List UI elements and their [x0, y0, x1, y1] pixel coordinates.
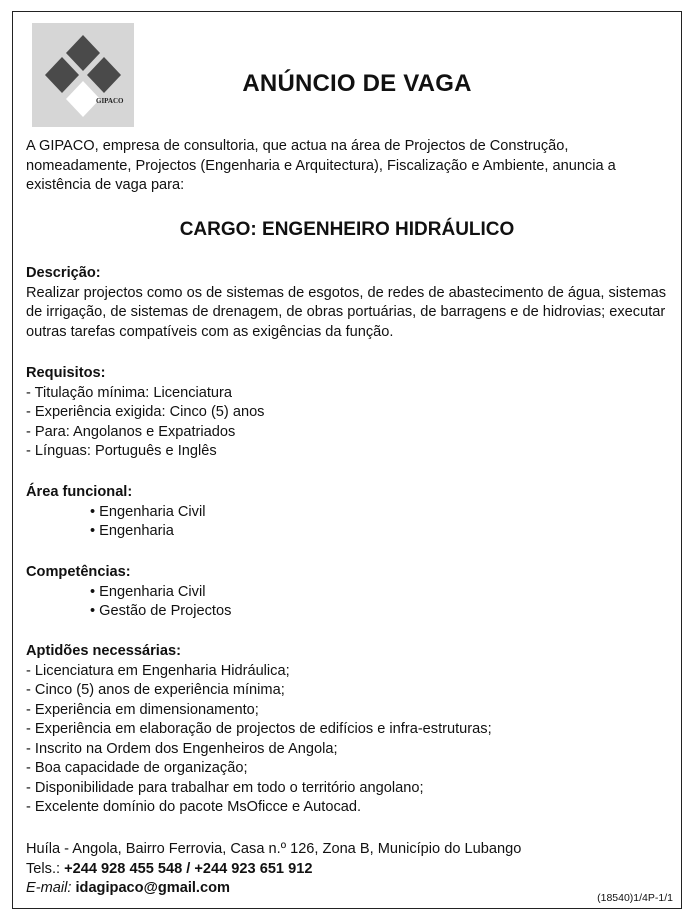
- functional-area-heading: Área funcional:: [26, 484, 133, 500]
- list-item: - Experiência em dimensionamento;: [26, 701, 259, 718]
- functional-area-section: [26, 483, 671, 542]
- list-item: - Línguas: Português e Inglês: [26, 443, 217, 459]
- skills-heading: Aptidões necessárias:: [26, 643, 181, 659]
- phone-label: Tels.:: [26, 860, 61, 877]
- phone-line: [26, 860, 521, 880]
- list-item: - Titulação mínima: Licenciatura: [26, 384, 233, 401]
- list-item: - Licenciatura em Engenharia Hidráulica;: [26, 662, 290, 679]
- list-item: - Excelente domínio do pacote MsOficce e Autocad.: [26, 799, 362, 815]
- email-label: E-mail:: [26, 880, 72, 896]
- description-section: [26, 264, 671, 342]
- requirements-section: [26, 364, 671, 462]
- list-item: - Boa capacidade de organização;: [26, 760, 248, 776]
- competencies-heading: Competências:: [26, 564, 131, 580]
- job-ad-document: [12, 11, 682, 909]
- list-item: - Para: Angolanos e Expatriados: [26, 423, 236, 440]
- list-item: - Disponibilidade para trabalhar em todo o território angolano;: [26, 779, 424, 796]
- job-position-title: CARGO: ENGENHEIRO HIDRÁULICO: [179, 219, 515, 240]
- list-item: - Inscrito na Ordem dos Engenheiros de Angola;: [26, 740, 338, 757]
- list-item: • Gestão de Projectos: [26, 602, 671, 622]
- reference-code: (18540)1/4P-1/1: [597, 892, 673, 904]
- intro-paragraph: A GIPACO, empresa de consultoria, que actua na área de Projectos de Construção, nomeadamente, Projectos (Engenharia e Arquitectura), Fiscalização e Ambiente, anuncia a existência de vaga para:: [26, 138, 616, 193]
- description-heading: Descrição:: [26, 265, 101, 281]
- logo-label: GIPACO: [96, 97, 124, 105]
- email-line: [26, 879, 521, 899]
- contact-block: [26, 840, 521, 899]
- list-item: - Experiência exigida: Cinco (5) anos: [26, 404, 265, 420]
- list-item: - Experiência em elaboração de projectos de edifícios e infra-estruturas;: [26, 721, 492, 737]
- competencies-section: [26, 563, 671, 622]
- top-decorative-strip: [43, 12, 663, 19]
- list-item: • Engenharia: [26, 522, 671, 542]
- skills-section: [26, 642, 671, 818]
- list-item: • Engenharia Civil: [26, 583, 671, 603]
- description-text: Realizar projectos como os de sistemas de esgotos, de redes de abastecimento de água, sistemas de irrigação, de sistemas de drenagem, de obras portuárias, de barragens e de hidrovias; executar outras tarefas compatíveis com as exigências da função.: [26, 284, 667, 340]
- address: Huíla - Angola, Bairro Ferrovia, Casa n.º 126, Zona B, Município do Lubango: [26, 841, 522, 857]
- list-item: - Cinco (5) anos de experiência mínima;: [26, 682, 285, 698]
- phone-numbers: +244 928 455 548 / +244 923 651 912: [64, 860, 313, 877]
- requirements-heading: Requisitos:: [26, 365, 106, 381]
- page-title: ANÚNCIO DE VAGA: [242, 70, 472, 97]
- list-item: • Engenharia Civil: [26, 503, 671, 523]
- email-address[interactable]: idagipaco@gmail.com: [75, 880, 230, 896]
